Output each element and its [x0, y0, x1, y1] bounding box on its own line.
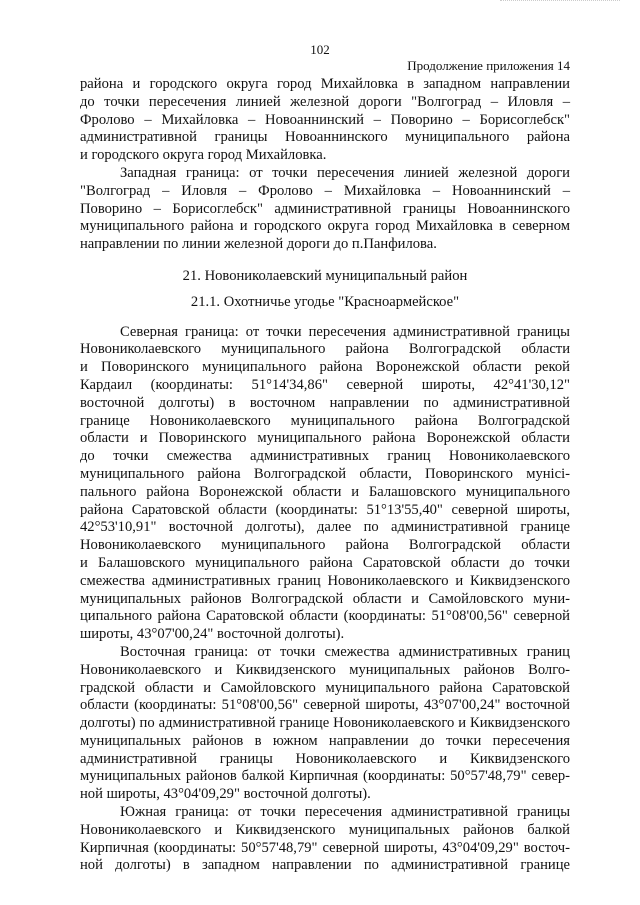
text-line: Новониколаевского муниципального района Волгоградской области: [80, 537, 570, 554]
text-line: ципального района Саратовской области (координаты: 51°08'00,56" северной: [80, 608, 570, 625]
text-line: административной границы Новониколаевского и Киквидзенского: [80, 750, 570, 767]
text-line: Фролово – Михайловка – Новоаннинский – Поворино – Борисоглебск": [80, 111, 570, 128]
paragraph-1: [80, 76, 570, 165]
scan-edge-marks: [500, 0, 620, 7]
text-line: района Саратовской области (координаты: 51°13'55,40" северной широты,: [80, 501, 570, 518]
text-line: "Волгоград – Иловля – Фролово – Михайловка – Новоаннинский –: [80, 182, 570, 199]
paragraph-southern-border: [80, 804, 570, 875]
text-line: Новониколаевского и Киквидзенского муниципальных районов балкой: [80, 821, 570, 838]
text-line: границе Новониколаевского муниципального района Волгоградской: [80, 412, 570, 429]
page-number: 102: [310, 42, 330, 57]
text-line: Кирпичная (координаты: 50°57'48,79" северной широты, 43°04'09,29" восточ-: [80, 839, 570, 856]
text-line: до точки смежества административных границ Новониколаевского: [80, 448, 570, 465]
text-line: Новониколаевского муниципального района Волгоградской области: [80, 341, 570, 358]
text-line: направлении по линии железной дороги до п.Панфилова.: [80, 236, 437, 253]
section-heading: 21. Новониколаевский муниципальный район: [182, 267, 468, 284]
text-line: и Балашовского муниципального района Саратовской области до точки: [80, 554, 570, 571]
text-line: административной границы Новоаннинского муниципального района: [80, 129, 570, 146]
text-line: муниципальных районов в южном направлении до точки пересечения: [80, 732, 570, 749]
body-text: [80, 76, 570, 875]
text-line: района и городского округа город Михайловка в западном направлении: [80, 76, 570, 92]
paragraph-eastern-border: [80, 644, 570, 804]
text-line: ной долготы) в западном направлении по административной границе: [80, 857, 570, 874]
text-line: Восточная граница: от точки смежества административных границ: [120, 643, 570, 660]
text-line: широты, 43°07'00,24" восточной долготы).: [80, 626, 345, 643]
text-line: градской области и Самойловского муниципального района Саратовской: [80, 679, 570, 696]
text-line: муниципального района и городского округа город Михайловка в северном: [80, 218, 570, 235]
text-line: области (координаты: 51°08'00,56" северной широты, 43°07'00,24" восточной: [80, 697, 570, 714]
appendix-note: Продолжение приложения 14: [407, 58, 570, 73]
text-line: ной широты, 43°04'09,29" восточной долготы).: [80, 786, 371, 803]
subsection-heading: 21.1. Охотничье угодье "Красноармейское": [190, 293, 460, 310]
text-line: муниципальных районов балкой Кирпичная (координаты: 50°57'48,79" север-: [80, 768, 570, 785]
text-line: муниципальных районов Волгоградской области и Самойловского муни-: [80, 590, 570, 607]
text-line: до точки пересечения линией железной дороги "Волгоград – Иловля –: [80, 93, 570, 110]
text-line: Поворино – Борисоглебск" административной границы Новоаннинского: [80, 200, 570, 217]
text-line: и Поворинского муниципального района Воронежской области рекой: [80, 359, 570, 376]
text-line: смежества административных границ Новониколаевского и Киквидзенского: [80, 572, 570, 589]
text-line: муниципального района Волгоградской области, Поворинского мунici-: [80, 465, 570, 482]
text-line: и городского округа город Михайловка.: [80, 147, 327, 164]
text-line: пального района Воронежской области и Балашовского муниципального: [80, 483, 570, 500]
text-line: Западная граница: от точки пересечения линией железной дороги: [120, 164, 570, 181]
text-line: долготы) по административной границе Новониколаевского и Киквидзенского: [80, 715, 570, 732]
paragraph-western-border: [80, 165, 570, 254]
text-line: области и Поворинского муниципального района Воронежской области: [80, 430, 570, 447]
text-line: Южная граница: от точки пересечения административной границы: [120, 804, 570, 821]
paragraph-northern-border: [80, 324, 570, 644]
text-line: восточной долготы) в восточном направлении по административной: [80, 394, 570, 411]
text-line: Северная граница: от точки пересечения административной границы: [120, 323, 570, 340]
text-line: Кардаил (координаты: 51°14'34,86" северной широты, 42°41'30,12": [80, 376, 570, 393]
text-line: 42°53'10,91" восточной долготы), далее по административной границе: [80, 519, 570, 536]
text-line: Новониколаевского и Киквидзенского муниципальных районов Волго-: [80, 661, 570, 678]
